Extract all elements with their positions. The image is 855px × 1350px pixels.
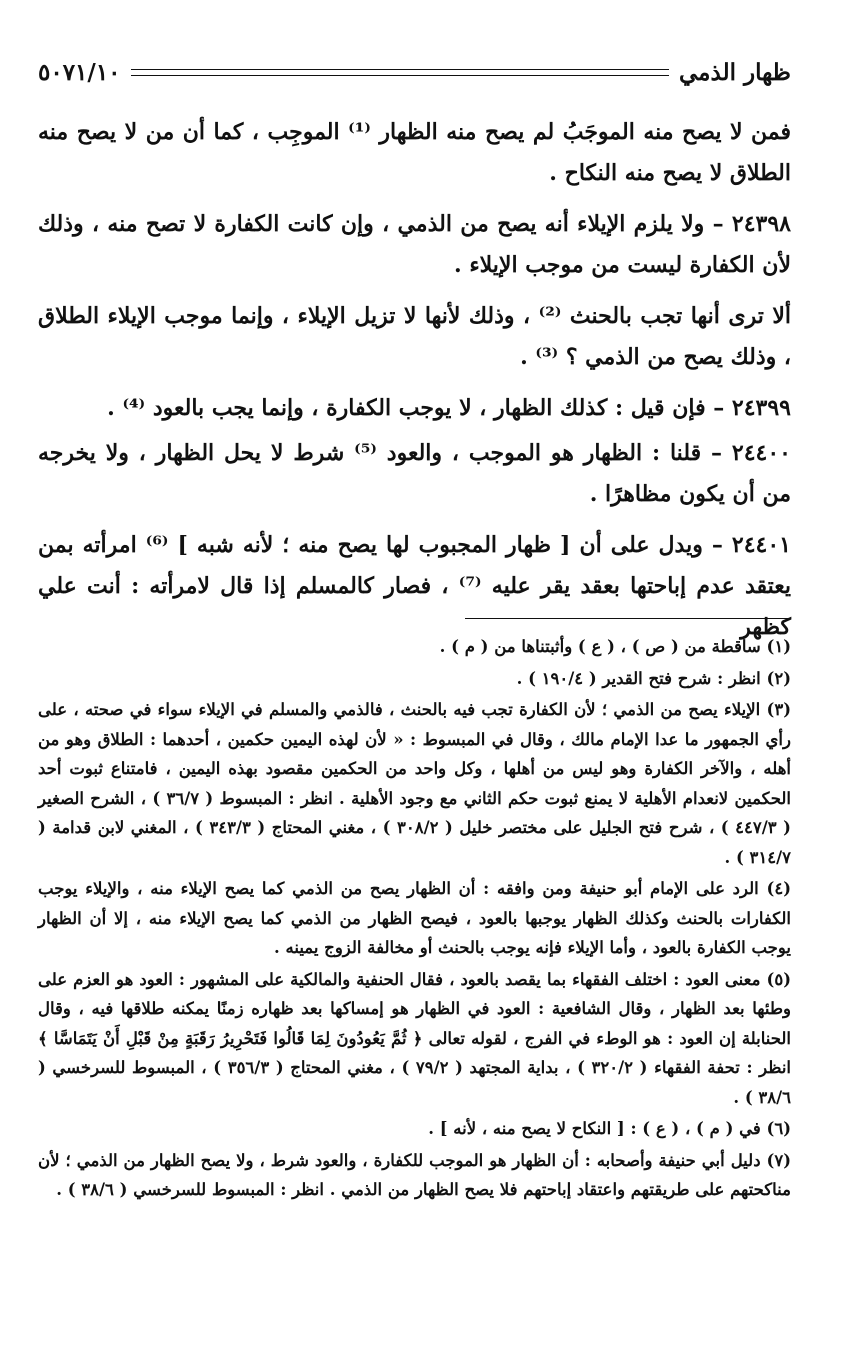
page-header bbox=[38, 52, 791, 92]
footnote-5: (٥) معنى العود : اختلف الفقهاء بما يقصد بالعود ، فقال الحنفية والمالكية على المشهور : العود هو العزم على وطئها بعد الظهار ، وقال الشافعية : العود في الظهار هو إمساكها بعد ظهاره زمنًا يمكنه طلاقها فيه ، وقال الحنابلة إن العود : هو الوطء في الفرج ، لقوله تعالى ﴿ ثُمَّ يَعُودُونَ لِمَا قَالُوا فَتَحْرِيرُ رَقَبَةٍ مِنْ قَبْلِ أَنْ يَتَمَاسَّا ﴾ انظر : تحفة الفقهاء ( ٣٢٠/٢ ) ، بداية المجتهد ( ٧٩/٢ ) ، مغني المحتاج ( ٣٥٦/٣ ) ، المبسوط للسرخسي ( ٣٨/٦ ) . bbox=[38, 969, 791, 1107]
main-text bbox=[38, 112, 791, 658]
footnote-2: (٢) انظر : شرح فتح القدير ( ١٩٠/٤ ) . bbox=[516, 668, 791, 688]
paragraph-24401: ٢٤٤٠١ – ويدل على أن [ ظهار المجبوب لها يصح منه ؛ لأنه شبه ] ⁽⁶⁾ امرأته بمن يعتقد عدم إباحتها بعقد يقر عليه ⁽⁷⁾ ، فصار كالمسلم إذا قال لامرأته : أنت علي كظهر bbox=[38, 532, 792, 640]
paragraph-24398: ٢٤٣٩٨ – ولا يلزم الإيلاء أنه يصح من الذمي ، وإن كانت الكفارة لا تصح منه ، وذلك لأن الكفارة ليست من موجب الإيلاء . bbox=[38, 211, 791, 278]
header-double-rule bbox=[131, 69, 669, 76]
running-title: ظهار الذمي bbox=[679, 58, 791, 86]
footnote-6: (٦) في ( م ) ، ( ع ) : [ النكاح لا يصح منه ، لأنه ] . bbox=[428, 1119, 791, 1138]
footnote-1: (١) ساقطة من ( ص ) ، ( ع ) وأثبتناها من ( م ) . bbox=[439, 637, 791, 656]
footnote-7: (٧) دليل أبي حنيفة وأصحابه : أن الظهار هو الموجب للكفارة ، والعود شرط ، ولا يصح الظهار من الذمي ؛ لأن مناكحتهم على طريقتهم واعتقاد إباحتهم فلا يصح الظهار من الذمي . انظر : المبسوط للسرخسي ( ٣٨/٦ ) . bbox=[38, 1150, 791, 1199]
footnote-separator bbox=[465, 618, 791, 619]
footnote-3: (٣) الإيلاء يصح من الذمي ؛ لأن الكفارة تجب فيه بالحنث ، فالذمي والمسلم في الإيلاء سواء في صحته ، على رأي الجمهور ما عدا الإمام مالك ، وقال في المبسوط : « لأن لهذه اليمين حكمين ، أحدهما : الطلاق وهو من أهله ، والآخر الكفارة وهو ليس من أهلها ، وكل واحد من الحكمين مقصود بهذه اليمين ، فامتناع ثبوت أحد الحكمين لانعدام الأهلية لا يمنع ثبوت حكم الثاني مع وجود الأهلية . انظر : المبسوط ( ٣٦/٧ ) ، الشرح الصغير ( ٤٤٧/٣ ) ، شرح فتح الجليل على مختصر خليل ( ٣٠٨/٢ ) ، مغني المحتاج ( ٣٤٣/٣ ) ، المغني لابن قدامة ( ٣١٤/٧ ) . bbox=[38, 700, 791, 867]
paragraph-hala-tara: ألا ترى أنها تجب بالحنث ⁽²⁾ ، وذلك لأنها لا تزيل الإيلاء ، وإنما موجب الإيلاء الطلاق ، وذلك يصح من الذمي ؟ ⁽³⁾ . bbox=[38, 303, 791, 370]
paragraph-continuation: فمن لا يصح منه الموجَبُ لم يصح منه الظهار ⁽¹⁾ الموجِب ، كما أن من لا يصح منه الطلاق لا يصح منه النكاح . bbox=[38, 119, 792, 186]
footnote-4: (٤) الرد على الإمام أبو حنيفة ومن وافقه : أن الظهار يصح من الذمي كما يصح الإيلاء منه ، والإيلاء يوجب الكفارات بالحنث وكذلك الظهار يوجبها بالعود ، فيصح الظهار من الذمي كما يصح الإيلاء منه ، إلا أن الظهار يوجب الكفارة بالعود ، وأما الإيلاء فإنه يوجب بالحنث أو مخالفة الزوج يمينه . bbox=[38, 879, 791, 957]
paragraph-24399: ٢٤٣٩٩ – فإن قيل : كذلك الظهار ، لا يوجب الكفارة ، وإنما يجب بالعود ⁽⁴⁾ . bbox=[107, 395, 791, 421]
page-number: ٥٠٧١/١٠ bbox=[38, 58, 121, 86]
paragraph-24400: ٢٤٤٠٠ – قلنا : الظهار هو الموجب ، والعود ⁽⁵⁾ شرط لا يحل الظهار ، ولا يخرجه من أن يكون مظاهرًا . bbox=[38, 440, 791, 507]
footnotes bbox=[38, 632, 791, 1207]
